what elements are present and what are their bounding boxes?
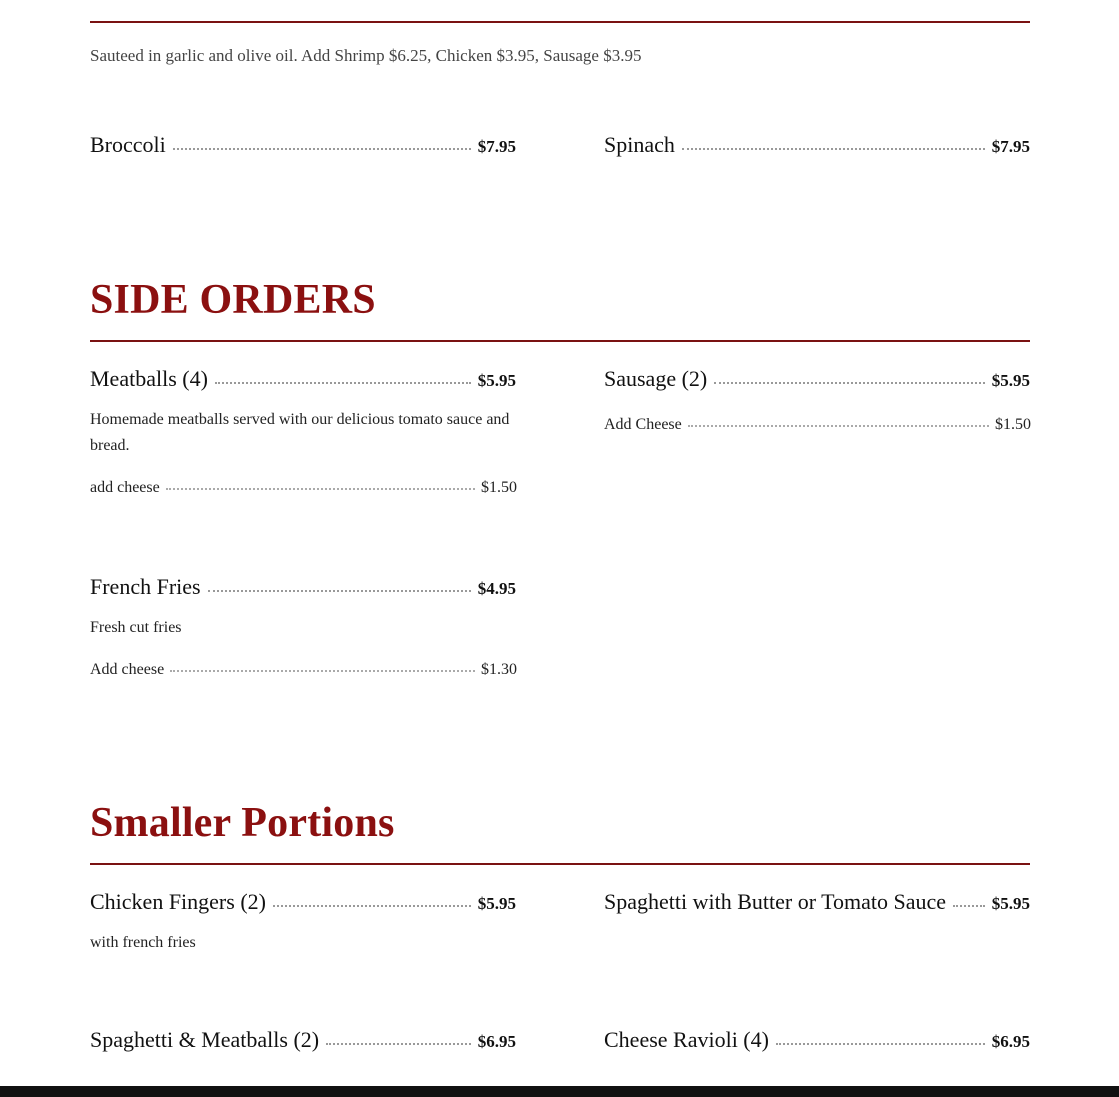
item-price: $5.95	[991, 371, 1030, 390]
dot-leader	[215, 382, 471, 384]
item-name: Spaghetti with Butter or Tomato Sauce	[604, 889, 947, 914]
item-name: Spaghetti & Meatballs (2)	[90, 1027, 320, 1052]
addon-name: Add cheese	[90, 661, 165, 678]
dot-leader	[326, 1043, 471, 1045]
item-price: $5.95	[991, 894, 1030, 913]
item-name: Meatballs (4)	[90, 366, 208, 391]
menu-item-broccoli	[90, 132, 516, 158]
addon-price: $1.50	[481, 479, 517, 496]
item-price: $7.95	[991, 137, 1030, 156]
section-title-side-orders: SIDE ORDERS	[90, 277, 376, 323]
item-price: $5.95	[477, 371, 516, 390]
dot-leader	[953, 905, 985, 907]
addon-name: Add Cheese	[604, 416, 682, 433]
item-price: $7.95	[477, 137, 516, 156]
vegetable-intro: Sauteed in garlic and olive oil. Add Shrimp $6.25, Chicken $3.95, Sausage $3.95	[90, 46, 642, 65]
item-name: Cheese Ravioli (4)	[604, 1027, 769, 1052]
addon-price: $1.50	[995, 416, 1031, 433]
menu-item-cheese-ravioli	[604, 1027, 1030, 1053]
menu-item-chicken-fingers	[90, 889, 516, 915]
smaller-portions-divider	[90, 863, 1030, 865]
dot-leader	[682, 148, 985, 150]
item-price: $6.95	[991, 1032, 1030, 1051]
menu-item-french-fries	[90, 574, 516, 600]
dot-leader	[273, 905, 471, 907]
dot-leader	[208, 590, 471, 592]
meatballs-description: Homemade meatballs served with our delicious tomato sauce and bread.	[90, 411, 510, 454]
addon-price: $1.30	[481, 661, 517, 678]
menu-item-spaghetti-meatballs	[90, 1027, 516, 1053]
item-name: Spinach	[604, 132, 675, 157]
top-divider	[90, 21, 1030, 23]
addon-fries-cheese	[90, 661, 517, 679]
menu-item-spinach	[604, 132, 1030, 158]
dot-leader	[166, 488, 475, 490]
item-name: French Fries	[90, 574, 201, 599]
item-name: Chicken Fingers (2)	[90, 889, 266, 914]
addon-meatballs-cheese	[90, 479, 517, 497]
menu-item-sausage	[604, 366, 1030, 392]
side-orders-divider	[90, 340, 1030, 342]
dot-leader	[170, 670, 475, 672]
chicken-fingers-description: with french fries	[90, 934, 196, 951]
item-price: $4.95	[477, 579, 516, 598]
dot-leader	[714, 382, 985, 384]
dot-leader	[776, 1043, 985, 1045]
dot-leader	[173, 148, 471, 150]
dot-leader	[688, 425, 989, 427]
item-name: Broccoli	[90, 132, 166, 157]
footer-bar	[0, 1086, 1119, 1097]
addon-sausage-cheese	[604, 416, 1031, 434]
item-name: Sausage (2)	[604, 366, 708, 391]
section-title-smaller-portions: Smaller Portions	[90, 800, 395, 846]
menu-item-meatballs	[90, 366, 516, 392]
addon-name: add cheese	[90, 479, 160, 496]
fries-description: Fresh cut fries	[90, 619, 182, 636]
menu-item-spaghetti-butter	[604, 889, 1030, 915]
item-price: $6.95	[477, 1032, 516, 1051]
item-price: $5.95	[477, 894, 516, 913]
